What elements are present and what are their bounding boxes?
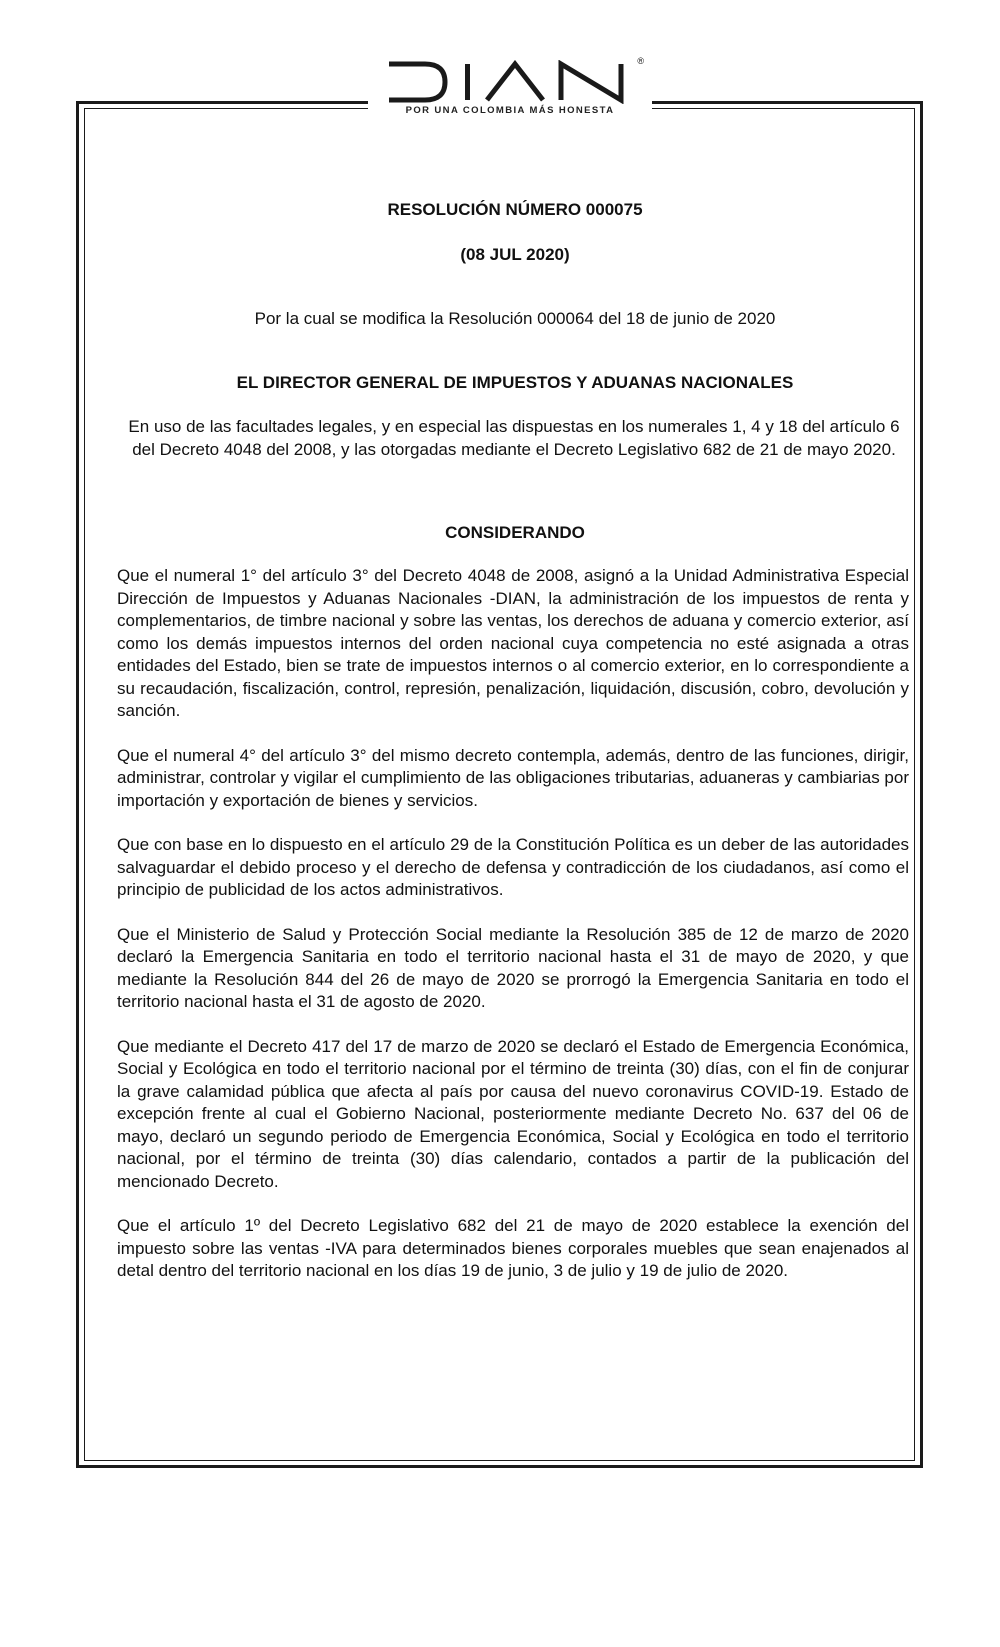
considering-paragraph: Que el Ministerio de Salud y Protección Social mediante la Resolución 385 de 12 de marzo de 2020 declaró la Emergencia Sanitaria en todo el territorio nacional hasta el 31 de mayo de 2020, y que mediante la Resolución 844 del 26 de mayo de 2020 se prorrogó la Emergencia Sanitaria en todo el territorio nacional hasta el 31 de agosto de 2020. [117,924,909,1011]
considering-paragraph: Que el numeral 1° del artículo 3° del Decreto 4048 de 2008, asignó a la Unidad Administrativa Especial Dirección de Impuestos y Aduanas Nacionales -DIAN, la administración de los impuestos de renta y complementarios, de timbre nacional y sobre las ventas, los derechos de aduana y comercio exterior, así como los demás impuestos internos del orden nacional cuya competencia no esté asignada a otras entidades del Estado, bien se trate de impuestos internos o al comercio exterior, en lo correspondiente a su recaudación, fiscalización, control, represión, penalización, liquidación, discusión, cobro, devolución y sanción. [117,566,909,720]
logo-tagline: POR UNA COLOMBIA MÁS HONESTA [405,105,615,116]
dian-wordmark-icon [385,60,635,104]
resolution-date: (08 JUL 2020) [460,245,570,264]
considering-paragraph: Que el artículo 1º del Decreto Legislativo 682 del 21 de mayo de 2020 establece la exención del impuesto sobre las ventas -IVA para determinados bienes corporales muebles que sean enajenados al detal dentro del territorio nacional en los días 19 de junio, 3 de julio y 19 de julio de 2020. [117,1216,909,1280]
legal-powers: En uso de las facultades legales, y en especial las dispuestas en los numerales 1, 4 y 18 del artículo 6 del Decreto 4048 del 2008, y las otorgadas mediante el Decreto Legislativo 682 de 21 de mayo 2020. [128,417,900,459]
issuing-authority: EL DIRECTOR GENERAL DE IMPUESTOS Y ADUANAS NACIONALES [236,373,794,392]
resolution-subject: Por la cual se modifica la Resolución 000064 del 18 de junio de 2020 [254,309,776,328]
considering-section [117,565,909,1305]
considering-heading: CONSIDERANDO [445,523,585,542]
resolution-title: RESOLUCIÓN NÚMERO 000075 [387,200,643,219]
considering-paragraph: Que con base en lo dispuesto en el artículo 29 de la Constitución Política es un deber de las autoridades salvaguardar el debido proceso y el derecho de defensa y contradicción de los ciudadanos, así como el principio de publicidad de los actos administrativos. [117,835,909,899]
dian-logo [368,56,652,132]
considering-paragraph: Que mediante el Decreto 417 del 17 de marzo de 2020 se declaró el Estado de Emergencia Económica, Social y Ecológica en todo el territorio nacional por el término de treinta (30) días, con el fin de conjurar la grave calamidad pública que afecta al país por causa del nuevo coronavirus COVID-19. Estado de excepción frente al cual el Gobierno Nacional, posteriormente mediante Decreto No. 637 del 06 de mayo, declaró un segundo periodo de Emergencia Económica, Social y Ecológica en todo el territorio nacional, por el término de treinta (30) días calendario, contados a partir de la publicación del mencionado Decreto. [117,1036,909,1191]
considering-paragraph: Que el numeral 4° del artículo 3° del mismo decreto contempla, además, dentro de las funciones, dirigir, administrar, controlar y vigilar el cumplimiento de las obligaciones tributarias, aduaneras y cambiarias por importación y exportación de bienes y servicios. [117,745,909,810]
registered-mark: ® [637,56,644,66]
